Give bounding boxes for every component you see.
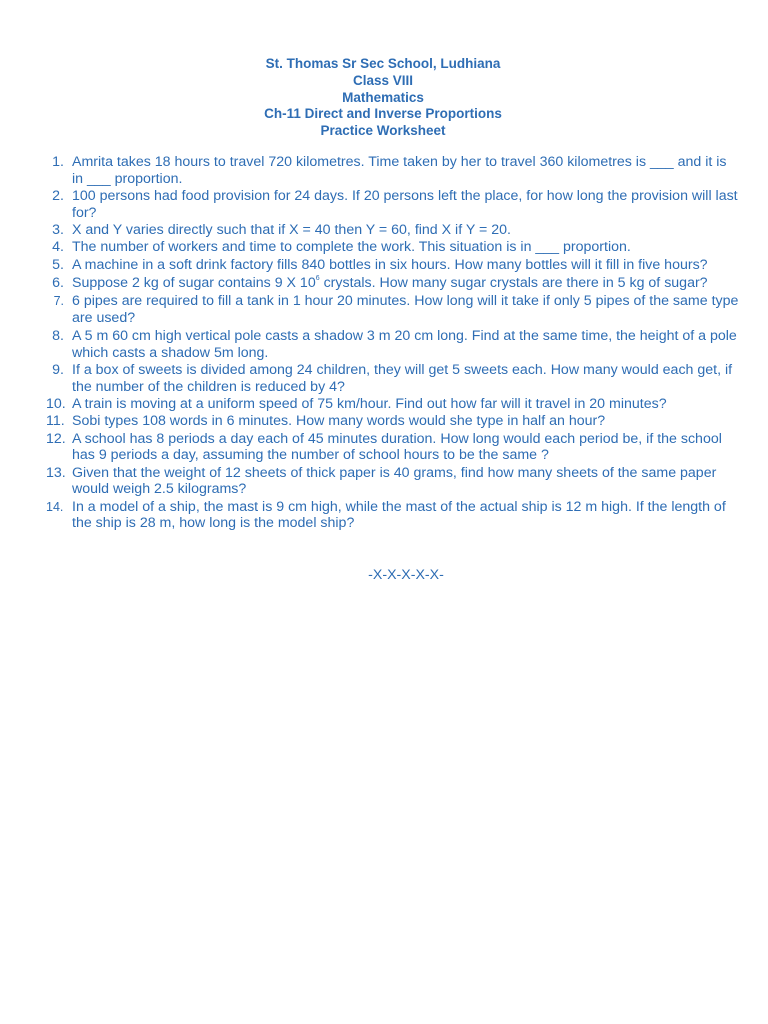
question-text-part: crystals. How many sugar crystals are there in 5 kg of sugar?	[319, 274, 708, 291]
question-number: 8.	[52, 327, 64, 344]
question-text: 6 pipes are required to fill a tank in 1 hour 20 minutes. How long will it take if only 5 pipes of the same type are used?	[72, 293, 739, 326]
question-number: 7.	[53, 294, 64, 308]
question-number: 4.	[52, 239, 64, 256]
question-item	[40, 431, 740, 464]
question-text: The number of workers and time to complete the work. This situation is in ___ proportion.	[72, 239, 631, 256]
question-list	[40, 154, 740, 533]
question-number: 3.	[52, 222, 64, 238]
question-number: 6.	[52, 274, 64, 291]
question-text: 100 persons had food provision for 24 days. If 20 persons left the place, for how long the provision will last for?	[72, 188, 738, 221]
question-text	[72, 275, 740, 292]
question-number: 9.	[52, 361, 64, 378]
question-item	[40, 154, 740, 187]
question-text: Given that the weight of 12 sheets of thick paper is 40 grams, find how many sheets of the same paper would weigh 2.5 kilograms?	[72, 464, 717, 498]
subject-label: Mathematics	[342, 89, 424, 105]
worksheet-title: Practice Worksheet	[320, 123, 446, 139]
question-number: 11.	[46, 413, 65, 430]
exponent-superscript: 6	[315, 275, 320, 283]
question-item	[40, 499, 740, 532]
question-item	[40, 239, 740, 256]
question-item	[40, 275, 740, 292]
question-text-part: Suppose 2 kg of sugar contains 9 X 10	[72, 274, 316, 291]
question-item	[40, 188, 740, 221]
chapter-title: Ch-11 Direct and Inverse Proportions	[264, 106, 502, 122]
question-number: 5.	[52, 256, 64, 273]
question-text: A machine in a soft drink factory fills 840 bottles in six hours. How many bottles will it fill in five hours?	[72, 256, 708, 273]
worksheet-header	[0, 56, 766, 140]
question-item	[40, 362, 740, 395]
question-text: Sobi types 108 words in 6 minutes. How many words would she type in half an hour?	[72, 413, 606, 430]
question-text: A school has 8 periods a day each of 45 minutes duration. How long would each period be, if the school has 9 periods a day, assuming the number of school hours to be the same ?	[72, 430, 722, 464]
question-item	[40, 293, 740, 326]
question-item	[40, 465, 740, 498]
question-text: A 5 m 60 cm high vertical pole casts a shadow 3 m 20 cm long. Find at the same time, the height of a pole which casts a shadow 5m long.	[72, 327, 737, 361]
class-label: Class VIII	[352, 72, 414, 88]
question-item	[40, 396, 740, 413]
worksheet-end-marker: -X-X-X-X-X-	[368, 567, 444, 583]
question-number: 13.	[46, 464, 66, 481]
question-number: 12.	[46, 430, 66, 447]
question-item	[40, 257, 740, 274]
question-text: In a model of a ship, the mast is 9 cm high, while the mast of the actual ship is 12 m high. If the length of the ship is 28 m, how long is the model ship?	[72, 498, 726, 532]
question-text: A train is moving at a uniform speed of 75 km/hour. Find out how far will it travel in 20 minutes?	[72, 395, 667, 412]
question-item	[40, 413, 740, 430]
question-text: Amrita takes 18 hours to travel 720 kilometres. Time taken by her to travel 360 kilometres is ___ and it is in ___ proportion.	[72, 154, 727, 187]
question-number: 1.	[52, 154, 64, 170]
question-text: X and Y varies directly such that if X = 40 then Y = 60, find X if Y = 20.	[72, 222, 511, 238]
question-number: 2.	[52, 188, 64, 204]
question-number: 10.	[46, 395, 66, 412]
question-item	[40, 328, 740, 361]
question-item	[40, 222, 740, 239]
question-text: If a box of sweets is divided among 24 children, they will get 5 sweets each. How many would each get, if the number of the children is reduced by 4?	[72, 361, 733, 395]
school-name: St. Thomas Sr Sec School, Ludhiana	[265, 56, 501, 71]
question-number: 14.	[46, 499, 64, 514]
